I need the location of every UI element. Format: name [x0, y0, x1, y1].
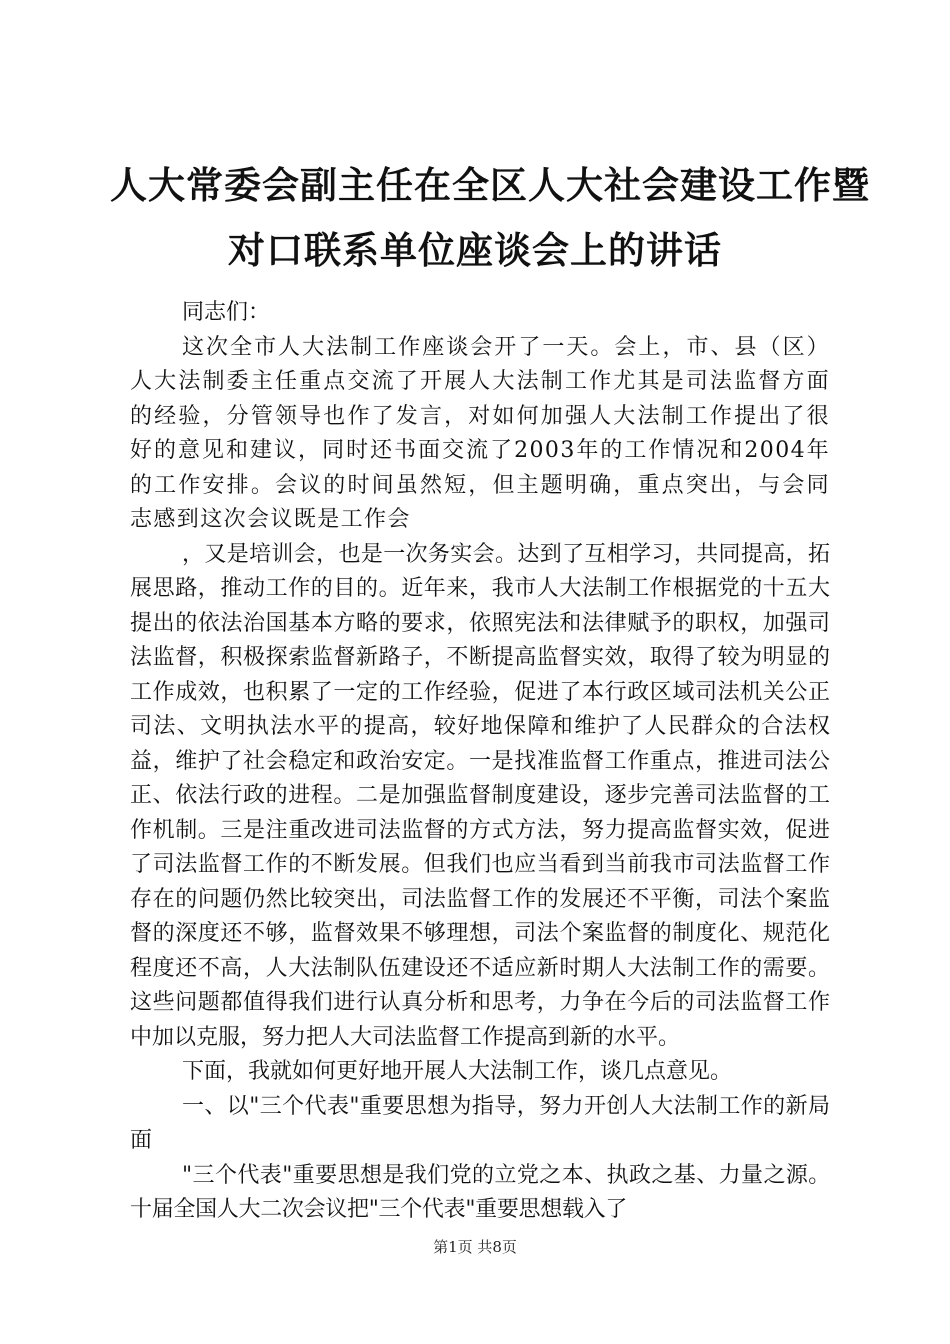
document-body [130, 296, 830, 1228]
body-paragraph: 这次全市人大法制工作座谈会开了一天。会上，市、县（区）人大法制委主任重点交流了开展人大法制工作尤其是司法监督方面的经验，分管领导也作了发言，对如何加强人大法制工作提出了很好的意见和建议，同时还书面交流了2003年的工作情况和2004年的工作安排。会议的时间虽然短，但主题明确，重点突出，与会同志感到这次会议既是工作会 [130, 334, 830, 532]
document-title-line-2: 对口联系单位座谈会上的讲话 [228, 228, 722, 272]
section-heading: 一、以"三个代表"重要思想为指导，努力开创人大法制工作的新局面 [130, 1093, 830, 1153]
body-paragraph: ，又是培训会，也是一次务实会。达到了互相学习，共同提高，拓展思路，推动工作的目的。近年来，我市人大法制工作根据党的十五大提出的依法治国基本方略的要求，依照宪法和法律赋予的职权，加强司法监督，积极探索监督新路子，不断提高监督实效，取得了较为明显的工作成效，也积累了一定的工作经验，促进了本行政区域司法机关公正司法、文明执法水平的提高，较好地保障和维护了人民群众的合法权益，维护了社会稳定和政治安定。一是找准监督工作重点，推进司法公正、依法行政的进程。二是加强监督制度建设，逐步完善司法监督的工作机制。三是注重改进司法监督的方式方法，努力提高监督实效，促进了司法监督工作的不断发展。但我们也应当看到当前我市司法监督工作存在的问题仍然比较突出，司法监督工作的发展还不平衡，司法个案监督的深度还不够，监督效果不够理想，司法个案监督的制度化、规范化程度还不高，人大法制队伍建设还不适应新时期人大法制工作的需要。这些问题都值得我们进行认真分析和思考，力争在今后的司法监督工作中加以克服，努力把人大司法监督工作提高到新的水平。 [130, 541, 830, 1050]
body-paragraph: 下面，我就如何更好地开展人大法制工作，谈几点意见。 [182, 1059, 733, 1084]
document-title-line-1: 人大常委会副主任在全区人大社会建设工作暨 [110, 163, 870, 207]
body-paragraph: "三个代表"重要思想是我们党的立党之本、执政之基、力量之源。十届全国人大二次会议把"三个代表"重要思想载入了 [130, 1162, 830, 1222]
salutation-paragraph: 同志们： [182, 300, 271, 325]
page-number-footer: 第1页 共8页 [433, 1238, 517, 1256]
